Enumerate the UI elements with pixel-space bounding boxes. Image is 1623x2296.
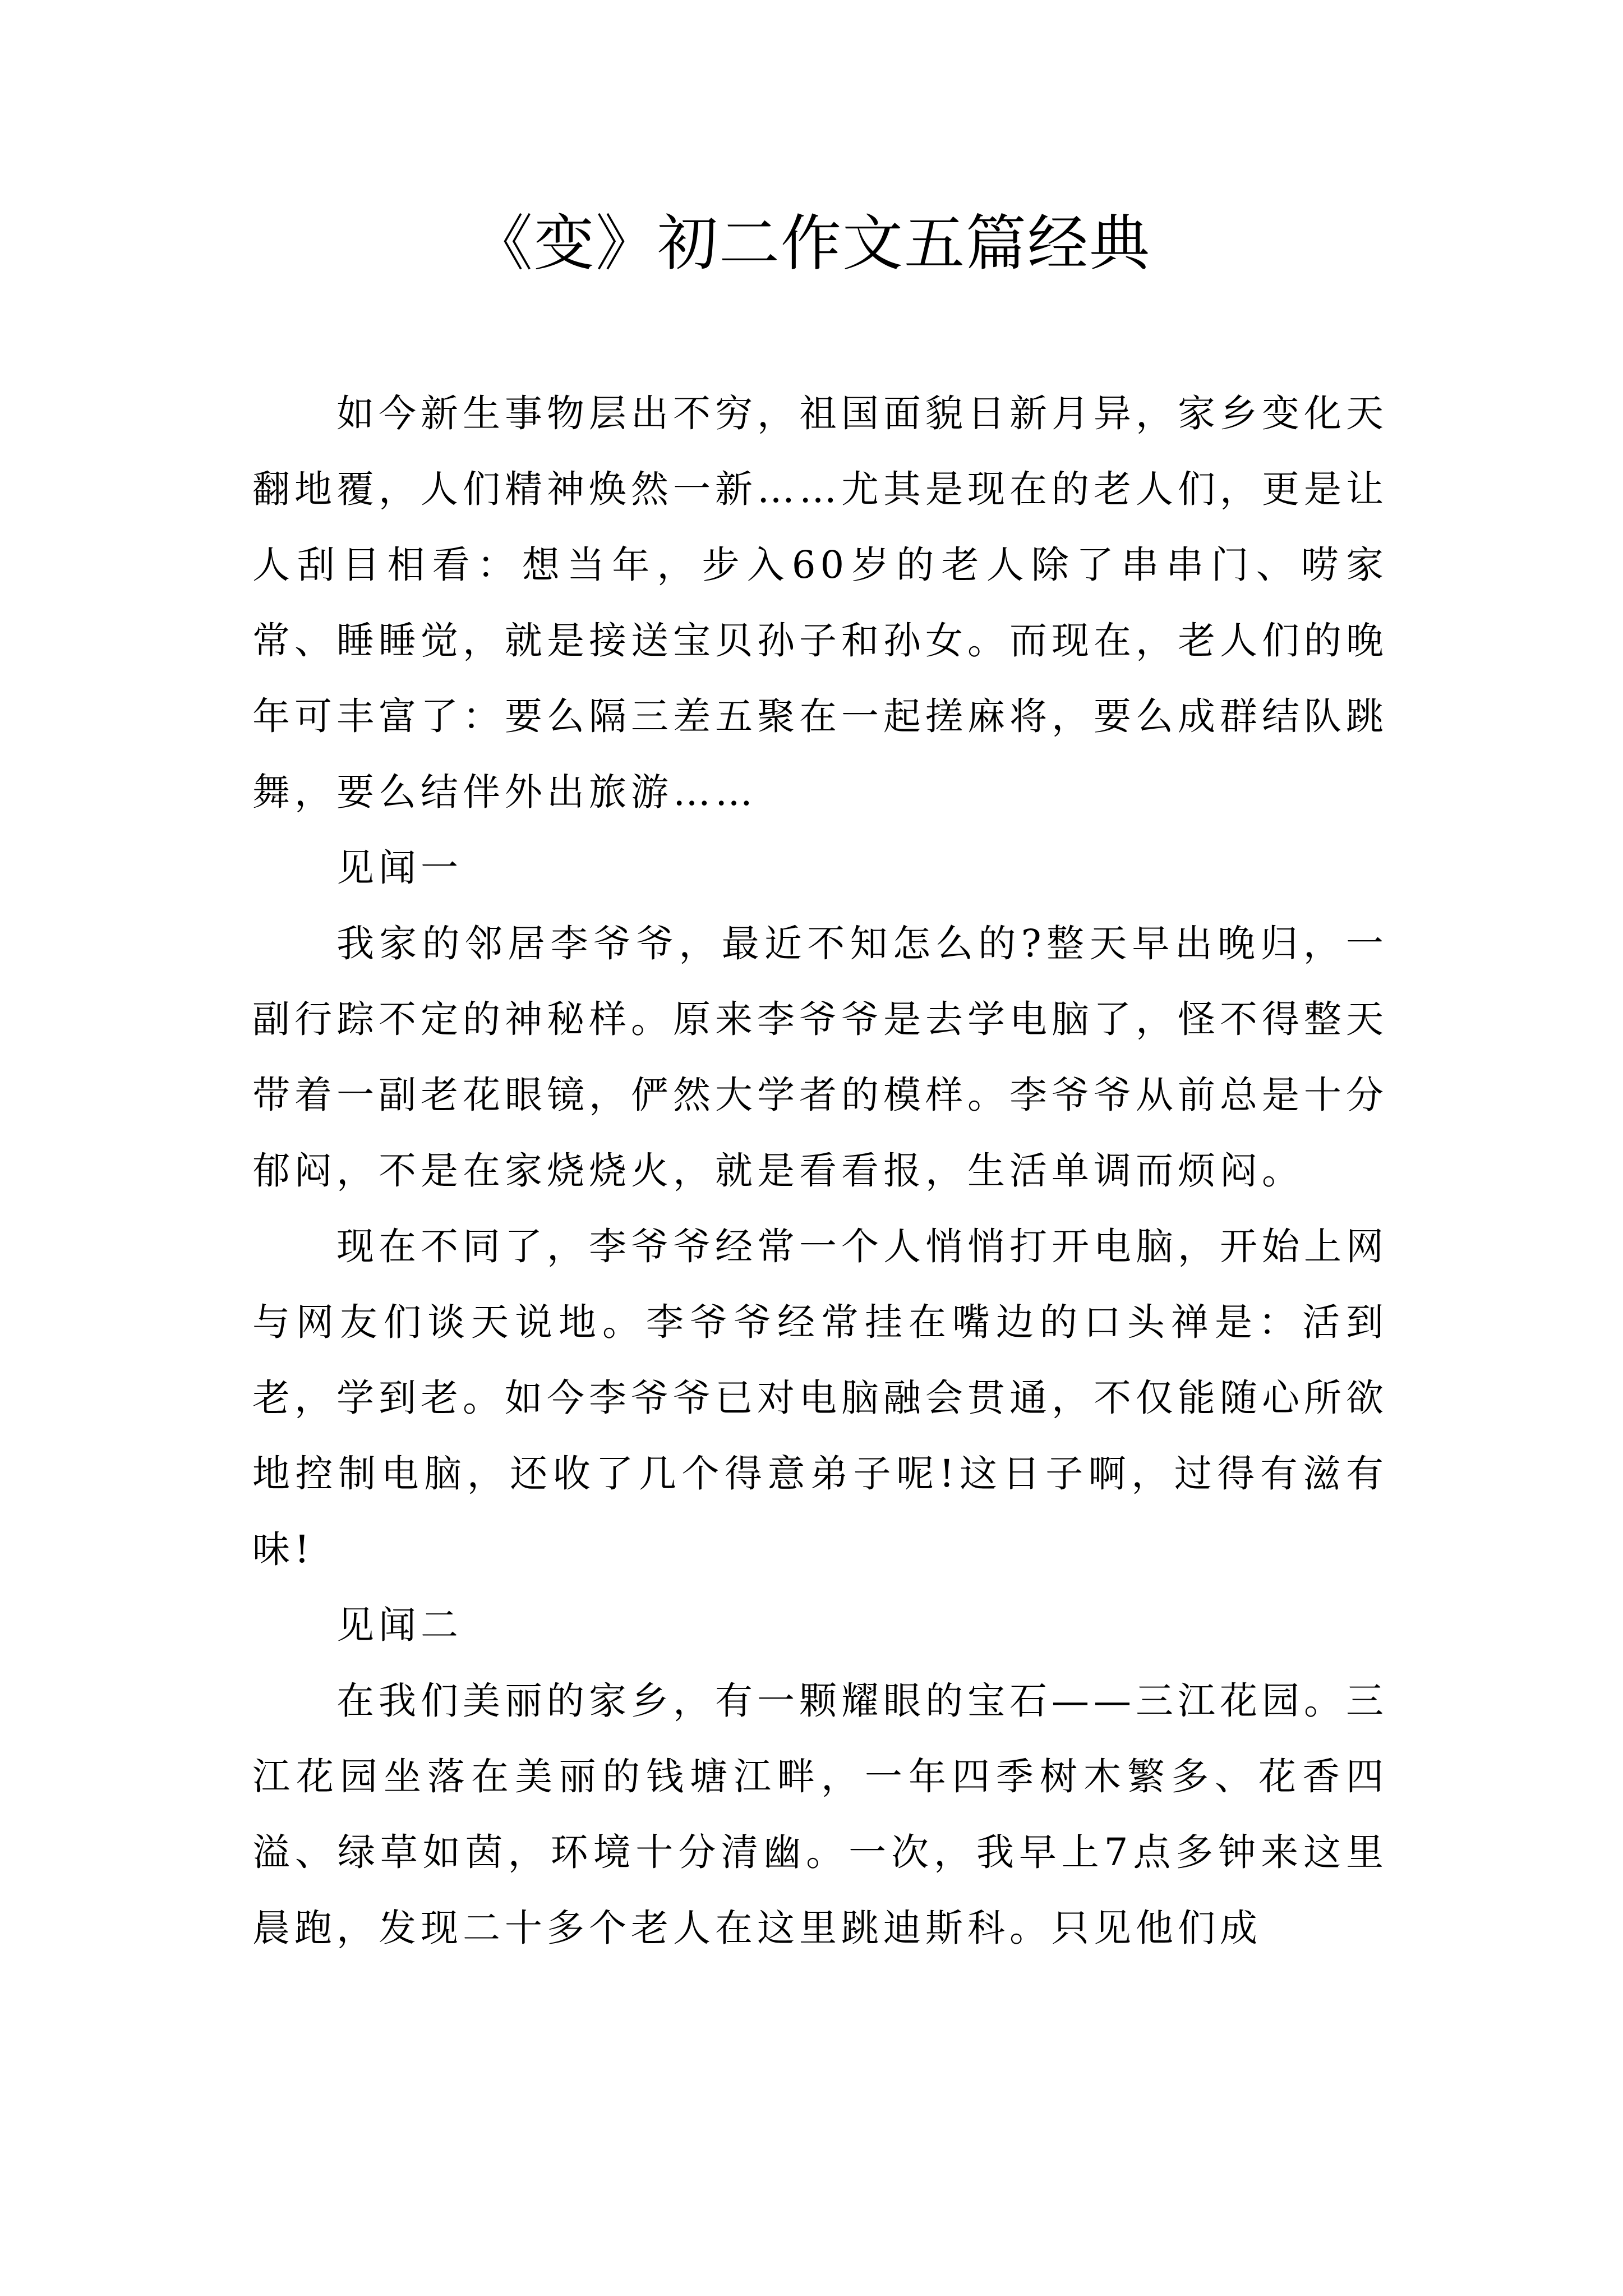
document-title: 《变》初二作文五篇经典 bbox=[472, 209, 1151, 279]
paragraph-intro: 如今新生事物层出不穷，祖国面貌日新月异，家乡变化天翻地覆，人们精神焕然一新……尤其是现在的老人们，更是让人刮目相看：想当年，步入60岁的老人除了串串门、唠家常、睡睡觉，就是接送宝贝孙子和孙女。而现在，老人们的晚年可丰富了：要么隔三差五聚在一起搓麻将，要么成群结队跳舞，要么结伴外出旅游…… bbox=[252, 392, 1388, 814]
paragraph-story-1: 我家的邻居李爷爷，最近不知怎么的?整天早出晚归，一副行踪不定的神秘样。原来李爷爷是去学电脑了，怪不得整天带着一副老花眼镜，俨然大学者的模样。李爷爷从前总是十分郁闷，不是在家烧烧火，就是看看报，生活单调而烦闷。 bbox=[252, 922, 1388, 1193]
section-heading-1: 见闻一 bbox=[336, 846, 463, 890]
section-heading-2: 见闻二 bbox=[336, 1603, 463, 1647]
document-body bbox=[252, 376, 1388, 1966]
paragraph-story-2: 在我们美丽的家乡，有一颗耀眼的宝石——三江花园。三江花园坐落在美丽的钱塘江畔，一年四季树木繁多、花香四溢、绿草如茵，环境十分清幽。一次，我早上7点多钟来这里晨跑，发现二十多个老人在这里跳迪斯科。只见他们成 bbox=[252, 1679, 1388, 1950]
paragraph-story-1-continued: 现在不同了，李爷爷经常一个人悄悄打开电脑，开始上网与网友们谈天说地。李爷爷经常挂在嘴边的口头禅是：活到老，学到老。如今李爷爷已对电脑融会贯通，不仅能随心所欲地控制电脑，还收了几个得意弟子呢!这日子啊，过得有滋有味! bbox=[252, 1225, 1388, 1571]
